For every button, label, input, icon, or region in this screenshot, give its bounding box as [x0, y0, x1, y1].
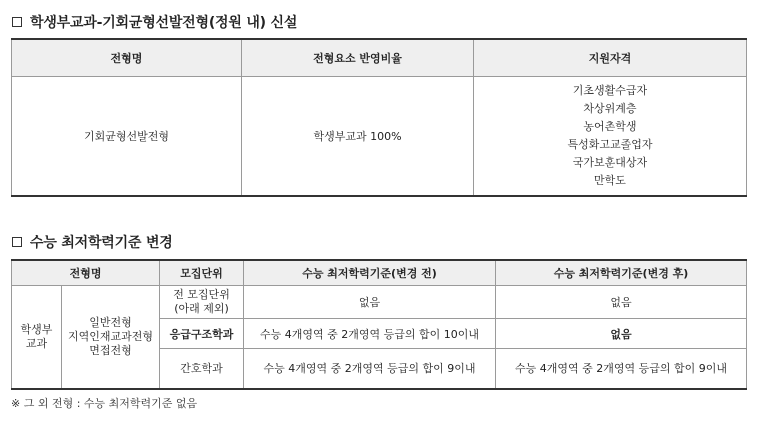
track-sub-line: 면접전형 [89, 343, 132, 357]
track-sub-line: 지역인재교과전형 [68, 329, 154, 343]
qualification-cell [474, 77, 747, 197]
qualification-item: 만학도 [594, 174, 626, 187]
after-cell: 수능 4개영역 중 2개영역 등급의 합이 9이내 [496, 349, 747, 389]
unit-line: 전 모집단위 [173, 288, 230, 301]
qualification-item: 특성화고교졸업자 [567, 138, 653, 151]
unit-cell: 간호학과 [160, 349, 244, 389]
after-cell: 없음 [496, 286, 747, 319]
after-cell: 없음 [496, 319, 747, 349]
header-ratio: 전형요소 반영비율 [242, 39, 474, 77]
before-cell: 수능 4개영역 중 2개영역 등급의 합이 10이내 [244, 319, 496, 349]
table-row [12, 286, 747, 319]
qualification-item: 국가보훈대상자 [572, 156, 648, 169]
header-track-name: 전형명 [12, 39, 242, 77]
before-cell: 없음 [244, 286, 496, 319]
header-track-name: 전형명 [12, 260, 160, 286]
track-sub-line: 일반전형 [89, 315, 132, 329]
unit-cell [160, 286, 244, 319]
section2-heading [12, 232, 173, 252]
track-group-line: 학생부 [20, 322, 53, 336]
header-after: 수능 최저학력기준(변경 후) [496, 260, 747, 286]
header-qualification: 지원자격 [474, 39, 747, 77]
section2-title: 수능 최저학력기준 변경 [30, 235, 173, 251]
track-group-line: 교과 [25, 336, 48, 350]
header-before: 수능 최저학력기준(변경 전) [244, 260, 496, 286]
qualification-item: 기초생활수급자 [572, 84, 648, 97]
qualification-item: 농어촌학생 [583, 120, 637, 133]
ratio-cell: 학생부교과 100% [242, 77, 474, 197]
qualification-item: 차상위계층 [583, 102, 637, 115]
before-cell: 수능 4개영역 중 2개영역 등급의 합이 9이내 [244, 349, 496, 389]
track-name-cell: 기회균형선발전형 [12, 77, 242, 197]
track-sub-cell [62, 286, 160, 389]
minimum-score-change-table [11, 259, 747, 390]
table-row [12, 77, 747, 197]
track-group-cell [12, 286, 62, 389]
section1-heading [12, 12, 297, 32]
admission-new-track-table [11, 38, 747, 197]
header-unit: 모집단위 [160, 260, 244, 286]
unit-cell: 응급구조학과 [160, 319, 244, 349]
footnote: ※ 그 외 전형 : 수능 최저학력기준 없음 [11, 397, 198, 410]
table-header-row [12, 260, 747, 286]
checkbox-square-icon [12, 237, 22, 247]
table-header-row [12, 39, 747, 77]
section1-title: 학생부교과-기회균형선발전형(정원 내) 신설 [30, 15, 298, 31]
unit-line: (아래 제외) [174, 302, 229, 315]
checkbox-square-icon [12, 17, 22, 27]
